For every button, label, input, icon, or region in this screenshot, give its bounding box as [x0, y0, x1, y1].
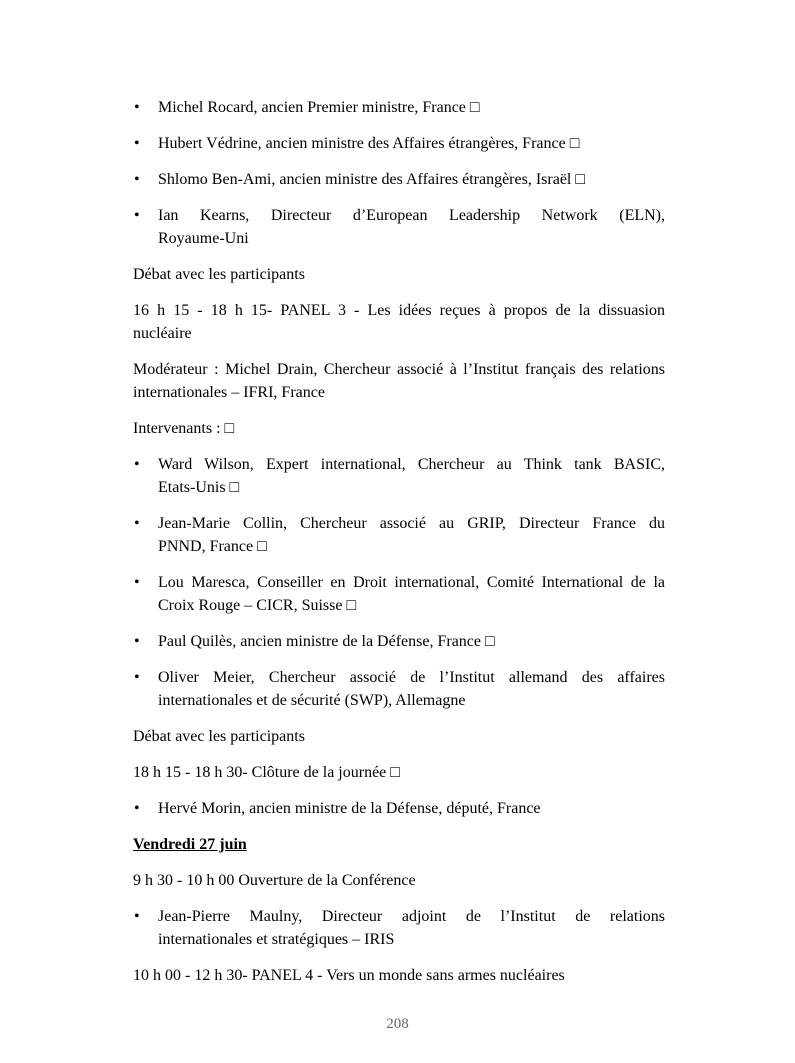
list-item-text: PNND, France □	[158, 538, 267, 555]
list-item-text: Paul Quilès, ancien ministre de la Défense, France □	[158, 633, 495, 650]
paragraph-closing	[133, 761, 665, 784]
paragraph-opening	[133, 869, 665, 892]
paragraph-session-panel4	[133, 964, 665, 987]
list-item-text: Lou Maresca, Conseiller en Droit international, Comité International de la	[158, 574, 665, 591]
list-item-text: Michel Rocard, ancien Premier ministre, France □	[158, 99, 480, 116]
bullet-icon: •	[134, 515, 140, 532]
list-item	[133, 168, 665, 191]
list-item-text: Ward Wilson, Expert international, Chercheur au Think tank BASIC,	[158, 456, 665, 473]
list-item	[133, 453, 665, 499]
bullet-icon: •	[134, 456, 140, 473]
list-item	[133, 571, 665, 617]
paragraph-text: 18 h 15 - 18 h 30- Clôture de la journée □	[133, 764, 400, 781]
list-item-text: Ian Kearns, Directeur d’European Leadership Network (ELN),	[158, 207, 665, 224]
paragraph-text: internationales – IFRI, France	[133, 384, 325, 401]
list-item	[133, 512, 665, 558]
bullet-icon: •	[134, 574, 140, 591]
paragraph-moderator	[133, 358, 665, 404]
bullet-icon: •	[134, 908, 140, 925]
paragraph-text: Débat avec les participants	[133, 266, 305, 283]
list-item-text: Etats-Unis □	[158, 479, 240, 496]
paragraph	[133, 725, 665, 748]
paragraph-text: nucléaire	[133, 325, 192, 342]
bullet-icon: •	[134, 99, 140, 116]
list-item-text: Royaume-Uni	[158, 230, 249, 247]
list-item-text: internationales et stratégiques – IRIS	[158, 931, 395, 948]
bullet-icon: •	[134, 135, 140, 152]
paragraph-text: 16 h 15 - 18 h 15- PANEL 3 - Les idées reçues à propos de la dissuasion	[133, 302, 665, 319]
paragraph	[133, 263, 665, 286]
day-heading-text: Vendredi 27 juin	[133, 836, 247, 853]
paragraph-text: 9 h 30 - 10 h 00 Ouverture de la Conférence	[133, 872, 416, 889]
list-item-text: Jean-Pierre Maulny, Directeur adjoint de l’Institut de relations	[158, 908, 665, 925]
list-item-text: internationales et de sécurité (SWP), Allemagne	[158, 692, 466, 709]
list-item-text: Jean-Marie Collin, Chercheur associé au GRIP, Directeur France du	[158, 515, 665, 532]
list-item	[133, 630, 665, 653]
paragraph-text: Intervenants : □	[133, 420, 235, 437]
list-item	[133, 666, 665, 712]
bullet-icon: •	[134, 669, 140, 686]
list-item	[133, 132, 665, 155]
list-item-text: Hubert Védrine, ancien ministre des Affaires étrangères, France □	[158, 135, 580, 152]
list-item-text: Oliver Meier, Chercheur associé de l’Institut allemand des affaires	[158, 669, 665, 686]
page-number: 208	[386, 1016, 409, 1032]
bullet-icon: •	[134, 800, 140, 817]
list-item-text: Shlomo Ben-Ami, ancien ministre des Affaires étrangères, Israël □	[158, 171, 586, 188]
bullet-icon: •	[134, 171, 140, 188]
day-heading	[133, 833, 665, 856]
list-item-text: Hervé Morin, ancien ministre de la Défense, député, France	[158, 800, 541, 817]
paragraph-session-panel3	[133, 299, 665, 345]
list-item	[133, 797, 665, 820]
paragraph-text: Modérateur : Michel Drain, Chercheur associé à l’Institut français des relations	[133, 361, 665, 378]
list-item	[133, 96, 665, 119]
list-item-text: Croix Rouge – CICR, Suisse □	[158, 597, 357, 614]
list-item	[133, 905, 665, 951]
bullet-icon: •	[134, 633, 140, 650]
paragraph-speakers-label	[133, 417, 665, 440]
list-item	[133, 204, 665, 250]
paragraph-text: 10 h 00 - 12 h 30- PANEL 4 - Vers un monde sans armes nucléaires	[133, 967, 565, 984]
bullet-icon: •	[134, 207, 140, 224]
paragraph-text: Débat avec les participants	[133, 728, 305, 745]
